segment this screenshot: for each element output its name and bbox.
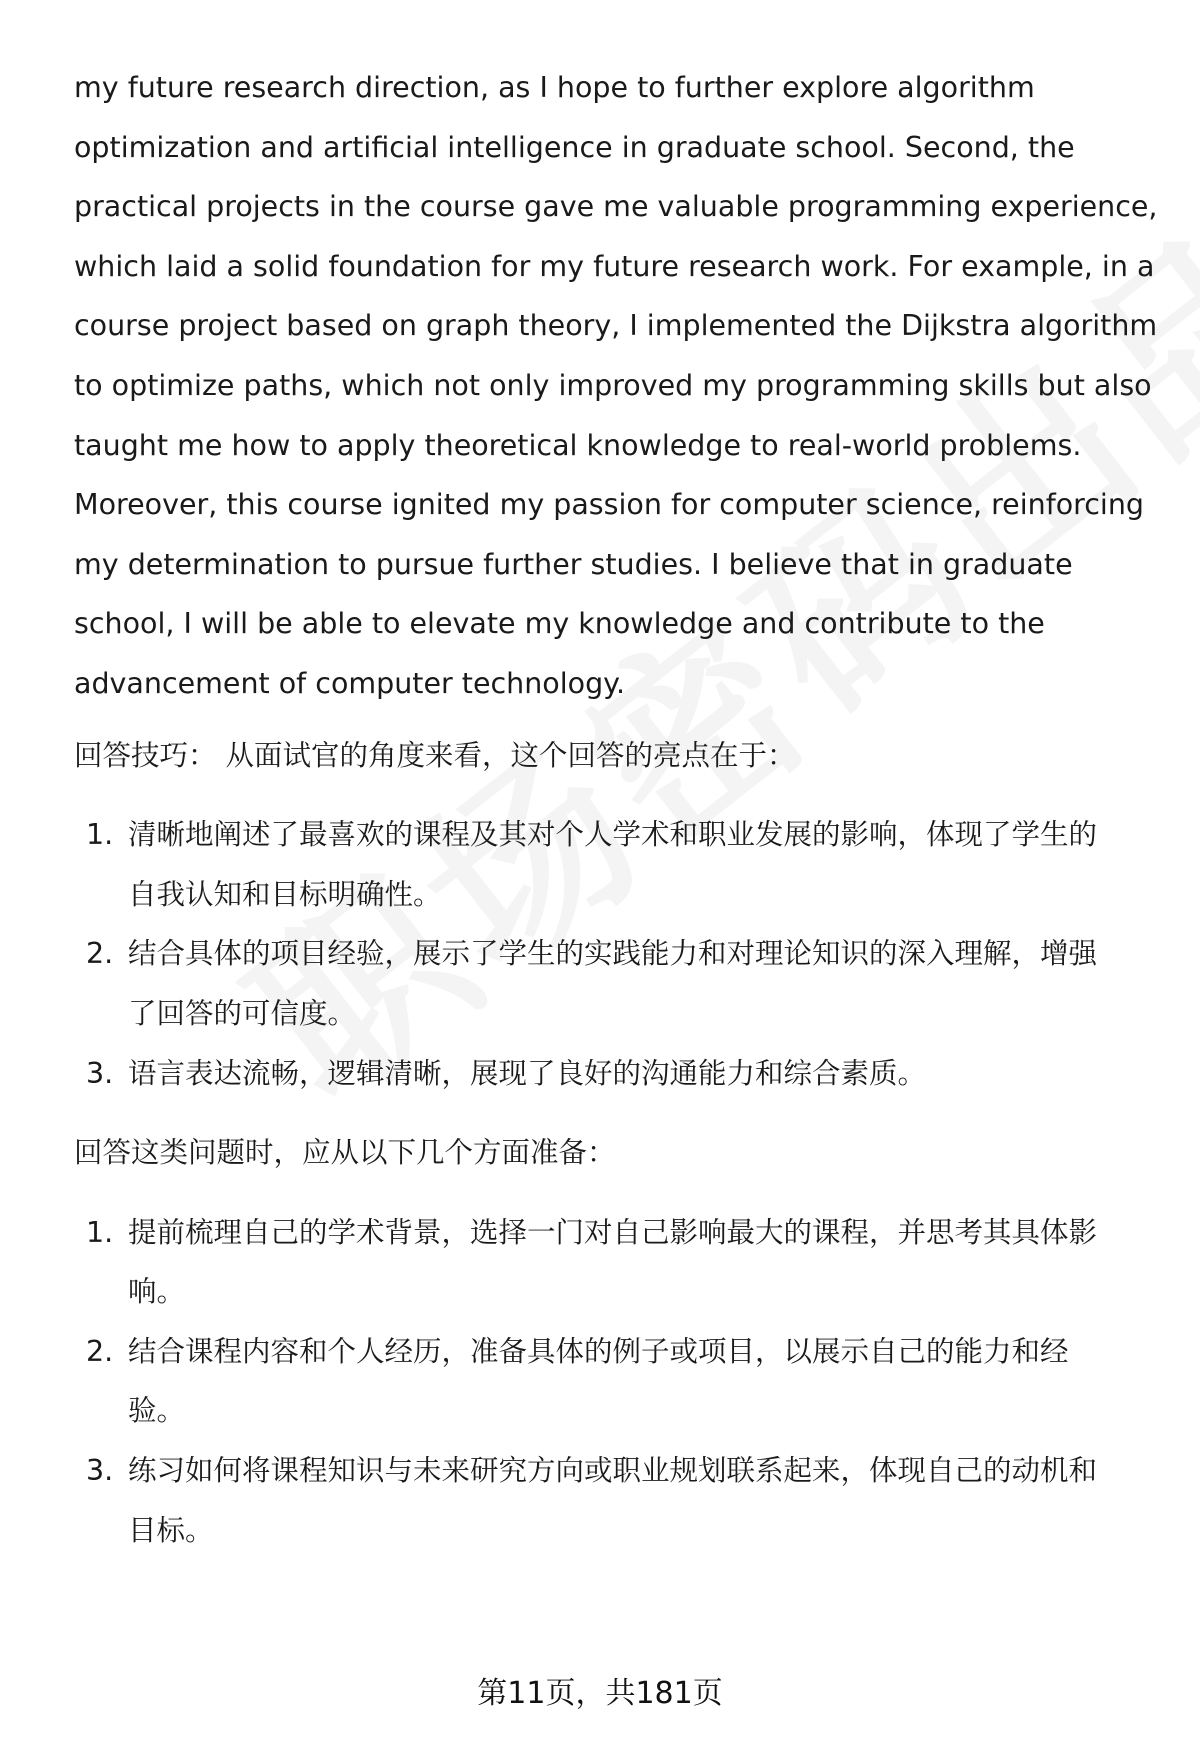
- list-item-line: 练习如何将课程知识与未来研究方向或职业规划联系起来，体现自己的动机和: [128, 1454, 1098, 1488]
- paragraph-line: which laid a solid foundation for my future research work. For example, in a: [74, 249, 1155, 283]
- list-number: 1.: [86, 1215, 114, 1249]
- paragraph-line: to optimize paths, which not only improved my programming skills but also: [74, 368, 1152, 402]
- list-item-line: 验。: [128, 1394, 186, 1428]
- page-content: [74, 58, 1164, 1560]
- list-item: [74, 1044, 1164, 1104]
- list-item-line: 自我认知和目标明确性。: [128, 877, 442, 911]
- list-number: 3.: [86, 1056, 114, 1090]
- paragraph-line: Moreover, this course ignited my passion for computer science, reinforcing: [74, 488, 1145, 522]
- list-number: 2.: [86, 1334, 114, 1368]
- highlights-list: [74, 805, 1164, 1103]
- list-item-line: 结合课程内容和个人经历，准备具体的例子或项目，以展示自己的能力和经: [128, 1334, 1069, 1368]
- list-number: 3.: [86, 1454, 114, 1488]
- list-item: [74, 1441, 1164, 1560]
- list-item-line: 目标。: [128, 1513, 214, 1547]
- list-item: [74, 924, 1164, 1043]
- list-item: [74, 1322, 1164, 1441]
- paragraph-line: taught me how to apply theoretical knowledge to real-world problems.: [74, 428, 1082, 462]
- answer-tips-label: 回答技巧： 从面试官的角度来看，这个回答的亮点在于：: [74, 738, 796, 772]
- list-number: 2.: [86, 937, 114, 971]
- list-item: [74, 1203, 1164, 1322]
- list-item-line: 语言表达流畅，逻辑清晰，展现了良好的沟通能力和综合素质。: [128, 1056, 927, 1090]
- paragraph-line: course project based on graph theory, I implemented the Dijkstra algorithm: [74, 309, 1158, 343]
- list-item-line: 响。: [128, 1275, 186, 1309]
- paragraph-line: my determination to pursue further studies. I believe that in graduate: [74, 547, 1073, 581]
- list-item-line: 清晰地阐述了最喜欢的课程及其对个人学术和职业发展的影响，体现了学生的: [128, 818, 1098, 852]
- paragraph-line: my future research direction, as I hope to further explore algorithm: [74, 71, 1035, 104]
- preparation-list: [74, 1203, 1164, 1561]
- list-item-line: 结合具体的项目经验，展示了学生的实践能力和对理论知识的深入理解，增强: [128, 937, 1098, 971]
- paragraph-line: optimization and artificial intelligence in graduate school. Second, the: [74, 130, 1075, 164]
- list-item-line: 了回答的可信度。: [128, 996, 357, 1030]
- paragraph-line: school, I will be able to elevate my knowledge and contribute to the: [74, 607, 1045, 641]
- paragraph-line: practical projects in the course gave me valuable programming experience,: [74, 190, 1158, 224]
- list-number: 1.: [86, 818, 114, 852]
- body-paragraph: [74, 58, 1164, 714]
- paragraph-line: advancement of computer technology.: [74, 666, 626, 700]
- list-item-line: 提前梳理自己的学术背景，选择一门对自己影响最大的课程，并思考其具体影: [128, 1215, 1098, 1249]
- preparation-label: 回答这类问题时，应从以下几个方面准备：: [74, 1136, 616, 1170]
- page-number: 第11页，共181页: [477, 1676, 723, 1711]
- list-item: [74, 805, 1164, 924]
